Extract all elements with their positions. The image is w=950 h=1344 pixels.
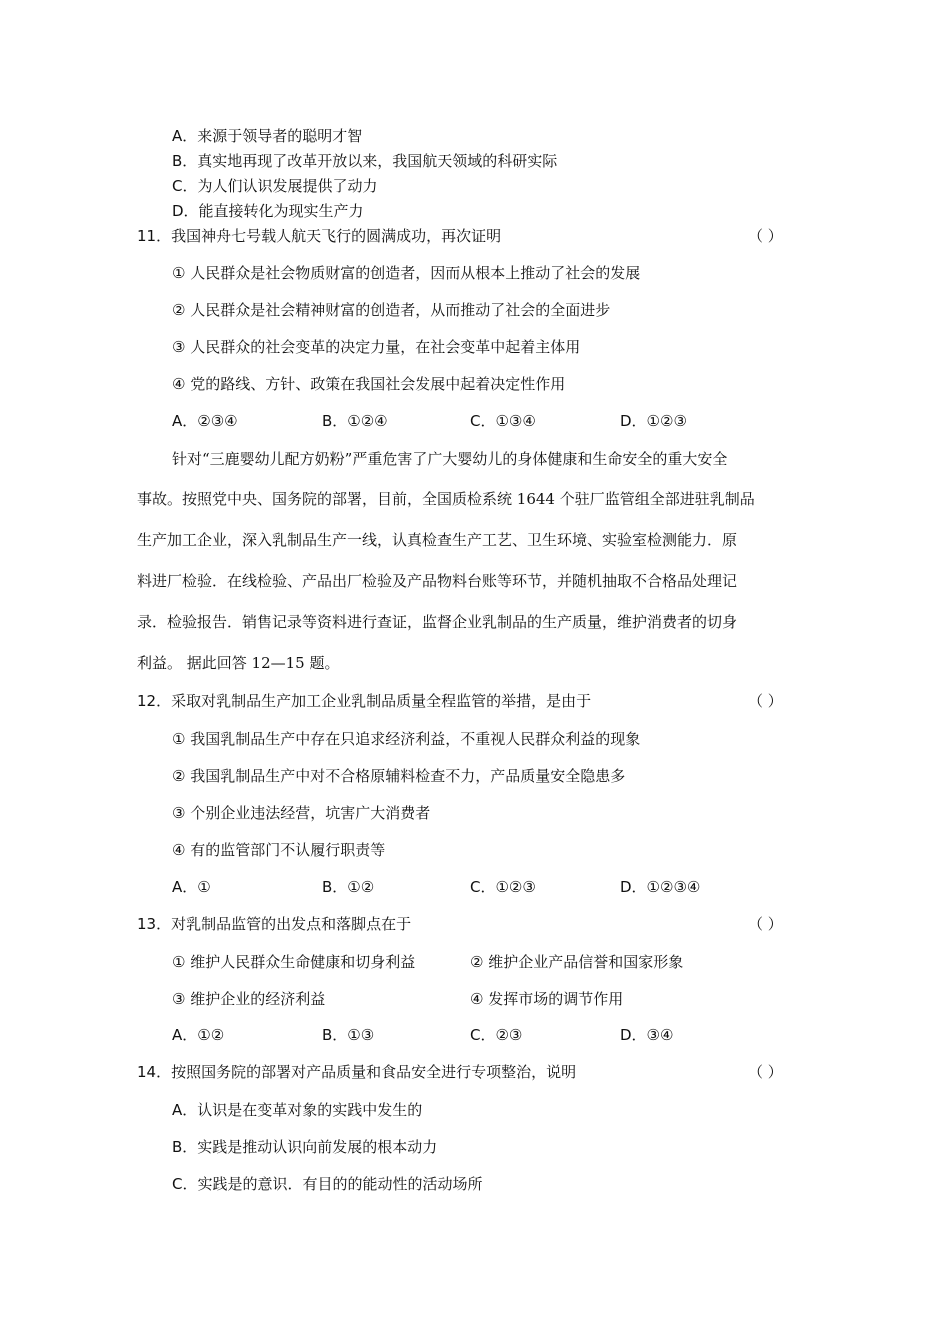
q13-options <box>0 1025 950 1045</box>
q11-item-4: ④ 党的路线、方针、政策在我国社会发展中起着决定性作用 <box>172 375 566 393</box>
q11-option-d: D．①②③ <box>620 412 687 430</box>
q11-option-a: A．②③④ <box>172 412 238 430</box>
q12-item-4: ④ 有的监管部门不认履行职责等 <box>172 841 386 859</box>
q13-items-row-1 <box>0 952 950 972</box>
q13-option-d: D．③④ <box>620 1026 674 1044</box>
q12-option-d: D．①②③④ <box>620 878 701 896</box>
q14-answer-blank: （ ） <box>748 1063 783 1081</box>
q14-option-b: B．实践是推动认识向前发展的根本动力 <box>172 1138 438 1156</box>
q12-option-b: B．①② <box>322 878 375 896</box>
q11-option-c: C．①③④ <box>470 412 536 430</box>
q13-stem: 13．对乳制品监管的出发点和落脚点在于 <box>137 915 412 933</box>
q10-option-d: D．能直接转化为现实生产力 <box>172 202 364 220</box>
q11-item-2: ② 人民群众是社会精神财富的创造者，从而推动了社会的全面进步 <box>172 301 611 319</box>
q11-answer-blank: （ ） <box>748 227 783 245</box>
q12-stem: 12．采取对乳制品生产加工企业乳制品质量全程监管的举措，是由于 <box>137 692 592 710</box>
q12-option-a: A．① <box>172 878 211 896</box>
q14-option-c: C．实践是的意识．有目的的能动性的活动场所 <box>172 1175 483 1193</box>
q13-item-1: ① 维护人民群众生命健康和切身利益 <box>172 953 416 971</box>
q12-option-c: C．①②③ <box>470 878 536 896</box>
passage-line-5: 录．检验报告．销售记录等资料进行查证，监督企业乳制品的生产质量，维护消费者的切身 <box>137 613 738 631</box>
q10-option-a: A．来源于领导者的聪明才智 <box>172 127 363 145</box>
q13-item-3: ③ 维护企业的经济利益 <box>172 990 326 1008</box>
q12-item-2: ② 我国乳制品生产中对不合格原辅料检查不力，产品质量安全隐患多 <box>172 767 626 785</box>
passage-line-4: 料进厂检验．在线检验、产品出厂检验及产品物料台账等环节，并随机抽取不合格品处理记 <box>137 572 738 590</box>
q12-item-3: ③ 个别企业违法经营，坑害广大消费者 <box>172 804 431 822</box>
q14-stem: 14．按照国务院的部署对产品质量和食品安全进行专项整治，说明 <box>137 1063 577 1081</box>
q13-option-c: C．②③ <box>470 1026 523 1044</box>
q13-answer-blank: （ ） <box>748 915 783 933</box>
q12-answer-blank: （ ） <box>748 692 783 710</box>
q14-option-a: A．认识是在变革对象的实践中发生的 <box>172 1101 423 1119</box>
passage-line-1: 针对“三鹿婴幼儿配方奶粉”严重危害了广大婴幼儿的身体健康和生命安全的重大安全 <box>172 450 728 468</box>
q10-option-b: B．真实地再现了改革开放以来，我国航天领域的科研实际 <box>172 152 558 170</box>
q12-item-1: ① 我国乳制品生产中存在只追求经济利益，不重视人民群众利益的现象 <box>172 730 641 748</box>
q10-option-c: C．为人们认识发展提供了动力 <box>172 177 378 195</box>
q13-option-b: B．①③ <box>322 1026 375 1044</box>
q11-option-b: B．①②④ <box>322 412 388 430</box>
q13-item-2: ② 维护企业产品信誉和国家形象 <box>470 953 684 971</box>
q13-option-a: A．①② <box>172 1026 225 1044</box>
passage-line-3: 生产加工企业，深入乳制品生产一线，认真检查生产工艺、卫生环境、实验室检测能力．原 <box>137 531 738 549</box>
q11-stem: 11．我国神舟七号载人航天飞行的圆满成功，再次证明 <box>137 227 502 245</box>
q11-item-1: ① 人民群众是社会物质财富的创造者，因而从根本上推动了社会的发展 <box>172 264 641 282</box>
q11-options <box>0 411 950 431</box>
q11-item-3: ③ 人民群众的社会变革的决定力量，在社会变革中起着主体用 <box>172 338 581 356</box>
passage-line-6: 利益。 据此回答 12—15 题。 <box>137 654 340 672</box>
passage-line-2: 事故。按照党中央、国务院的部署，目前，全国质检系统 1644 个驻厂监管组全部进驻乳制品 <box>137 490 755 508</box>
q13-item-4: ④ 发挥市场的调节作用 <box>470 990 624 1008</box>
q13-items-row-2 <box>0 989 950 1009</box>
q12-options <box>0 877 950 897</box>
